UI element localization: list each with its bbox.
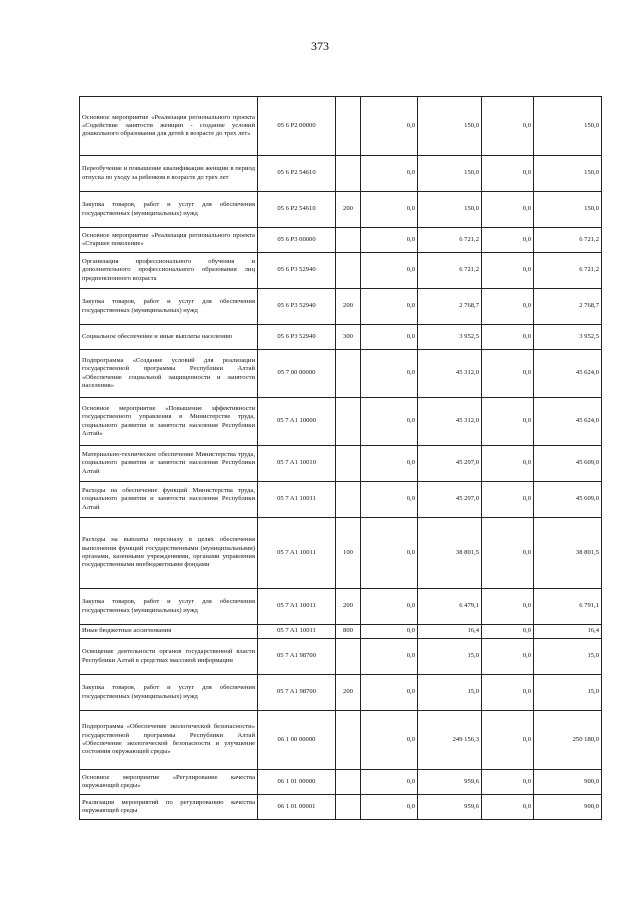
row-value-1: 0,0	[361, 625, 418, 639]
row-value-1: 0,0	[361, 253, 418, 289]
row-expense-type	[336, 97, 361, 156]
table-row	[80, 639, 602, 675]
row-name: Закупка товаров, работ и услуг для обеспечения государственных (муниципальных) нужд	[80, 675, 258, 711]
row-code: 05 7 A1 10011	[258, 518, 336, 589]
row-expense-type: 200	[336, 589, 361, 625]
row-value-1: 0,0	[361, 192, 418, 228]
row-code: 05 6 P3 52940	[258, 289, 336, 325]
page-number: 373	[311, 39, 329, 53]
row-value-1: 0,0	[361, 97, 418, 156]
row-value-2: 15,0	[418, 675, 482, 711]
row-expense-type: 200	[336, 675, 361, 711]
row-value-4: 15,0	[534, 639, 602, 675]
row-code: 06 1 01 00001	[258, 795, 336, 820]
row-value-2: 6 721,2	[418, 253, 482, 289]
row-value-2: 6 721,2	[418, 228, 482, 253]
budget-table	[79, 96, 602, 820]
row-value-3: 0,0	[482, 325, 534, 350]
row-expense-type: 200	[336, 289, 361, 325]
row-name: Иные бюджетные ассигнования	[80, 625, 258, 639]
row-value-2: 150,0	[418, 192, 482, 228]
row-name: Расходы на выплаты персоналу в целях обеспечения выполнения функций государственными (муниципальными) органами, казенными учреждениями, органами управления государственными внебюджетными фондами	[80, 518, 258, 589]
row-value-3: 0,0	[482, 398, 534, 446]
row-value-2: 6 479,1	[418, 589, 482, 625]
row-value-3: 0,0	[482, 518, 534, 589]
row-name: Основное мероприятие «Регулирование качества окружающей среды»	[80, 770, 258, 795]
row-value-3: 0,0	[482, 289, 534, 325]
row-value-3: 0,0	[482, 711, 534, 770]
row-name: Социальное обеспечение и иные выплаты населению	[80, 325, 258, 350]
table-row	[80, 289, 602, 325]
row-expense-type	[336, 446, 361, 482]
row-value-4: 900,0	[534, 795, 602, 820]
row-value-4: 16,4	[534, 625, 602, 639]
row-value-1: 0,0	[361, 518, 418, 589]
row-value-3: 0,0	[482, 253, 534, 289]
row-expense-type	[336, 795, 361, 820]
row-name: Закупка товаров, работ и услуг для обеспечения государственных (муниципальных) нужд	[80, 589, 258, 625]
row-value-2: 2 768,7	[418, 289, 482, 325]
table-row	[80, 446, 602, 482]
row-code: 05 6 P3 52940	[258, 325, 336, 350]
table-row	[80, 625, 602, 639]
row-name: Переобучение и повышение квалификации женщин в период отпуска по уходу за ребенком в возрасте до трех лет	[80, 156, 258, 192]
row-expense-type	[336, 253, 361, 289]
row-value-4: 150,0	[534, 192, 602, 228]
row-name: Подпрограмма «Создание условий для реализации государственной программы Республики Алтай «Обеспечение социальной защищенности и занятости населения»	[80, 350, 258, 398]
row-value-2: 38 801,5	[418, 518, 482, 589]
row-value-2: 45 297,0	[418, 446, 482, 482]
row-value-4: 6 721,2	[534, 253, 602, 289]
row-expense-type: 800	[336, 625, 361, 639]
row-value-1: 0,0	[361, 156, 418, 192]
row-value-2: 959,6	[418, 770, 482, 795]
row-value-3: 0,0	[482, 446, 534, 482]
row-name: Организация профессионального обучения и дополнительного профессионального образования лиц предпенсионного возраста	[80, 253, 258, 289]
row-value-2: 45 297,0	[418, 482, 482, 518]
row-value-4: 150,0	[534, 97, 602, 156]
row-value-2: 3 952,5	[418, 325, 482, 350]
row-code: 05 7 A1 98700	[258, 675, 336, 711]
row-value-1: 0,0	[361, 325, 418, 350]
row-value-4: 45 609,0	[534, 482, 602, 518]
row-expense-type: 100	[336, 518, 361, 589]
row-value-3: 0,0	[482, 97, 534, 156]
row-code: 05 6 P2 54610	[258, 192, 336, 228]
row-code: 05 7 A1 10010	[258, 446, 336, 482]
row-name: Основное мероприятие «Реализация регионального проекта «Старшее поколение»	[80, 228, 258, 253]
row-value-2: 150,0	[418, 97, 482, 156]
row-value-3: 0,0	[482, 625, 534, 639]
table-row	[80, 675, 602, 711]
row-code: 05 6 P2 54610	[258, 156, 336, 192]
row-value-2: 249 156,3	[418, 711, 482, 770]
row-value-1: 0,0	[361, 350, 418, 398]
row-name: Подпрограмма «Обеспечение экологической безопасности» государственной программы Республики Алтай «Обеспечение экологической безопасности и улучшение состояния окружающей среды»	[80, 711, 258, 770]
row-expense-type	[336, 711, 361, 770]
row-value-1: 0,0	[361, 795, 418, 820]
row-value-1: 0,0	[361, 589, 418, 625]
row-value-1: 0,0	[361, 446, 418, 482]
row-value-3: 0,0	[482, 795, 534, 820]
row-code: 05 6 P3 00000	[258, 228, 336, 253]
row-value-4: 6 791,1	[534, 589, 602, 625]
table-row	[80, 325, 602, 350]
row-value-1: 0,0	[361, 675, 418, 711]
row-value-4: 38 801,5	[534, 518, 602, 589]
row-name: Реализация мероприятий по регулированию качества окружающей среды	[80, 795, 258, 820]
row-value-3: 0,0	[482, 675, 534, 711]
table-row	[80, 192, 602, 228]
budget-table-body	[80, 97, 602, 820]
table-row	[80, 518, 602, 589]
row-value-2: 45 312,0	[418, 398, 482, 446]
table-row	[80, 398, 602, 446]
row-name: Основное мероприятие «Повышение эффективности государственного управления в Министерстве труда, социального развития и занятости населения Республики Алтай»	[80, 398, 258, 446]
row-code: 05 7 A1 98700	[258, 639, 336, 675]
table-row	[80, 253, 602, 289]
row-value-4: 45 624,0	[534, 398, 602, 446]
row-value-2: 959,6	[418, 795, 482, 820]
row-value-4: 2 768,7	[534, 289, 602, 325]
row-value-3: 0,0	[482, 482, 534, 518]
row-value-4: 150,0	[534, 156, 602, 192]
row-expense-type	[336, 398, 361, 446]
row-name: Расходы на обеспечение функций Министерства труда, социального развития и занятости населения Республики Алтай	[80, 482, 258, 518]
row-expense-type: 300	[336, 325, 361, 350]
row-value-4: 45 609,0	[534, 446, 602, 482]
row-code: 05 6 P2 00000	[258, 97, 336, 156]
table-row	[80, 589, 602, 625]
row-expense-type	[336, 482, 361, 518]
row-value-3: 0,0	[482, 350, 534, 398]
row-code: 05 7 A1 10011	[258, 589, 336, 625]
row-name: Материально-техническое обеспечение Министерства труда, социального развития и занятости населения Республики Алтай	[80, 446, 258, 482]
row-value-4: 900,0	[534, 770, 602, 795]
row-value-4: 250 180,0	[534, 711, 602, 770]
row-value-3: 0,0	[482, 770, 534, 795]
row-value-1: 0,0	[361, 711, 418, 770]
row-value-1: 0,0	[361, 482, 418, 518]
table-row	[80, 770, 602, 795]
row-expense-type	[336, 639, 361, 675]
row-value-3: 0,0	[482, 589, 534, 625]
row-expense-type	[336, 156, 361, 192]
row-code: 05 7 A1 10011	[258, 482, 336, 518]
row-expense-type	[336, 350, 361, 398]
row-value-3: 0,0	[482, 228, 534, 253]
table-row	[80, 156, 602, 192]
row-name: Основное мероприятие «Реализация регионального проекта «Содействие занятости женщин - создание условий дошкольного образования для детей в возрасте до трех лет»	[80, 97, 258, 156]
table-row	[80, 711, 602, 770]
row-value-3: 0,0	[482, 156, 534, 192]
row-value-4: 45 624,0	[534, 350, 602, 398]
row-value-1: 0,0	[361, 639, 418, 675]
row-value-1: 0,0	[361, 398, 418, 446]
table-row	[80, 97, 602, 156]
row-name: Закупка товаров, работ и услуг для обеспечения государственных (муниципальных) нужд	[80, 289, 258, 325]
table-row	[80, 228, 602, 253]
row-code: 06 1 01 00000	[258, 770, 336, 795]
row-expense-type	[336, 228, 361, 253]
row-value-1: 0,0	[361, 289, 418, 325]
row-value-1: 0,0	[361, 228, 418, 253]
row-name: Закупка товаров, работ и услуг для обеспечения государственных (муниципальных) нужд	[80, 192, 258, 228]
table-row	[80, 795, 602, 820]
row-value-2: 150,0	[418, 156, 482, 192]
row-value-4: 15,0	[534, 675, 602, 711]
row-expense-type	[336, 770, 361, 795]
row-code: 06 1 00 00000	[258, 711, 336, 770]
table-row	[80, 482, 602, 518]
row-code: 05 7 A1 10011	[258, 625, 336, 639]
row-value-2: 16,4	[418, 625, 482, 639]
row-code: 05 7 A1 10000	[258, 398, 336, 446]
row-value-3: 0,0	[482, 639, 534, 675]
row-code: 05 7 00 00000	[258, 350, 336, 398]
row-value-1: 0,0	[361, 770, 418, 795]
row-value-2: 15,0	[418, 639, 482, 675]
row-value-4: 3 952,5	[534, 325, 602, 350]
table-row	[80, 350, 602, 398]
row-value-3: 0,0	[482, 192, 534, 228]
row-value-2: 45 312,0	[418, 350, 482, 398]
row-code: 05 6 P3 52940	[258, 253, 336, 289]
row-expense-type: 200	[336, 192, 361, 228]
row-name: Освещение деятельности органов государственной власти Республики Алтай в средствах массовой информации	[80, 639, 258, 675]
row-value-4: 6 721,2	[534, 228, 602, 253]
